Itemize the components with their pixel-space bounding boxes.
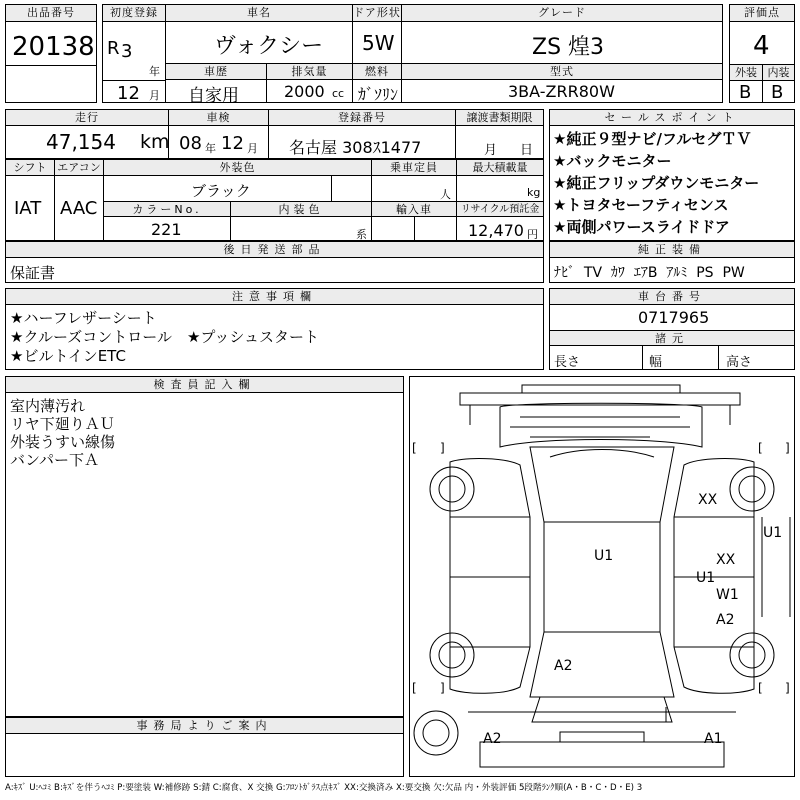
- inspection-month-unit: 月: [247, 142, 258, 155]
- exterior-label: 外装: [730, 65, 762, 81]
- row3: [5, 159, 544, 241]
- reg-month: 12: [117, 83, 140, 104]
- score-value: 4: [753, 31, 770, 61]
- int-color-label: 内装色: [231, 202, 371, 217]
- ext-color-label: 外装色: [104, 160, 371, 176]
- sales-point-item: ★両側パワースライドドア: [553, 218, 730, 236]
- caution-line: ★ビルトインETC: [10, 347, 126, 365]
- inspector-note-line: バンパー下Ａ: [10, 451, 99, 469]
- transfer-day: 日: [520, 143, 534, 158]
- reg-year: 3: [121, 41, 133, 62]
- mark-a2-bottom-left: A2: [483, 731, 502, 747]
- inspection-year-unit: 年: [205, 142, 216, 155]
- sales-point-item: ★トヨタセーフティセンス: [553, 196, 729, 214]
- car-info-cell: [165, 4, 723, 64]
- width-label: 幅: [649, 355, 663, 370]
- inspector-note-line: 外装うすい線傷: [10, 433, 116, 451]
- sales-points-label: セールスポイント: [550, 110, 794, 126]
- grade-label: グレード: [402, 5, 722, 22]
- interior-label: 内装: [762, 65, 794, 81]
- door-value: 5W: [362, 31, 395, 55]
- row2: [5, 109, 544, 159]
- mark-u1-right: U1: [763, 525, 783, 541]
- model-value: 3BA-ZRR80W: [508, 82, 615, 101]
- inspector-label: 検査員記入欄: [6, 377, 403, 393]
- cautions-list: [10, 309, 319, 366]
- equipment-label: 純正装備: [550, 242, 794, 258]
- door-label: ドア形状: [353, 5, 401, 22]
- svg-text:]: ]: [785, 441, 790, 455]
- score-cell: [729, 4, 795, 103]
- era: R: [107, 38, 120, 59]
- reg-no-label: 登録番号: [269, 110, 455, 126]
- car-name-label: 車名: [166, 5, 352, 22]
- ac-value: AAC: [60, 198, 98, 219]
- sales-point-item: ★純正９型ナビ/フルセグＴＶ: [553, 130, 752, 148]
- car-outline-diagram: [410, 377, 794, 776]
- inspection-label: 車検: [169, 110, 268, 126]
- recycle-unit: 円: [527, 228, 538, 241]
- length-label: 長さ: [554, 355, 581, 370]
- inspector-notes: [10, 397, 115, 469]
- fuel-value: ｶﾞｿﾘﾝ: [358, 85, 399, 104]
- displacement-value: 2000: [284, 82, 325, 101]
- shift-value: IAT: [14, 198, 42, 219]
- office-cell: [5, 717, 404, 777]
- later-parts-label: 後日発送部品: [6, 242, 543, 258]
- dimensions-label: 諸元: [550, 330, 794, 346]
- recycle-value: 12,470: [468, 221, 524, 240]
- grade-value: ZS 煌3: [532, 35, 605, 60]
- inspector-note-line: 室内薄汚れ: [10, 397, 86, 415]
- inspector-note-line: リヤ下廻りＡＵ: [10, 415, 115, 433]
- svg-text:]: ]: [440, 681, 445, 695]
- interior-score: B: [771, 82, 784, 103]
- inspection-month: 12: [221, 133, 244, 154]
- car-diagram: [409, 376, 795, 777]
- svg-text:]: ]: [785, 681, 790, 695]
- spec-row: [165, 63, 723, 106]
- int-color-unit: 系: [356, 228, 367, 241]
- later-parts-value: 保証書: [10, 264, 56, 282]
- ac-label: エアコン: [55, 160, 103, 176]
- sales-point-item: ★バックモニター: [553, 152, 672, 170]
- exterior-score: B: [739, 82, 752, 103]
- cautions-label: 注意事項欄: [6, 289, 543, 305]
- color-no-value: 221: [151, 220, 182, 239]
- lot-no-value: 20138: [12, 32, 95, 62]
- displacement-unit: cc: [332, 87, 345, 100]
- svg-text:[: [: [758, 681, 763, 695]
- mark-u1-center: U1: [594, 548, 614, 564]
- transfer-label: 譲渡書類期限: [456, 110, 543, 126]
- color-no-label: カラーNo.: [104, 202, 230, 217]
- fuel-label: 燃料: [353, 64, 401, 80]
- car-name-value: ヴォクシー: [214, 34, 324, 59]
- sales-points-cell: [549, 109, 795, 241]
- recycle-label: リサイクル預託金: [457, 202, 543, 217]
- chassis-cell: [549, 288, 795, 370]
- mileage-value: 47,154: [46, 130, 116, 154]
- capacity-unit: 人: [440, 188, 451, 201]
- mark-a2-center: A2: [554, 658, 573, 674]
- svg-text:[: [: [412, 681, 417, 695]
- ext-color-value: ブラック: [191, 182, 251, 200]
- mileage-label: 走行: [6, 110, 168, 126]
- inspector-cell: [5, 376, 404, 717]
- chassis-value: 0717965: [638, 308, 710, 327]
- mark-w1: W1: [716, 587, 739, 603]
- transfer-month: 月: [484, 143, 498, 158]
- import-label: 輸入車: [372, 202, 456, 217]
- svg-text:]: ]: [440, 441, 445, 455]
- displacement-label: 排気量: [267, 64, 352, 80]
- shift-label: シフト: [6, 160, 54, 176]
- mark-a1-bottom-right: A1: [704, 731, 723, 747]
- mark-xx-top: XX: [698, 492, 718, 508]
- chassis-label: 車台番号: [550, 289, 794, 305]
- model-label: 型式: [402, 64, 722, 80]
- equipment-value: ﾅﾋﾞ TV ｶﾜ ｴｱB ｱﾙﾐ PS PW: [554, 265, 745, 281]
- month-unit: 月: [149, 89, 160, 102]
- caution-line: ★クルーズコントロール ★プッシュスタート: [10, 328, 320, 346]
- score-label: 評価点: [730, 5, 794, 22]
- lot-no-cell: [5, 4, 97, 103]
- capacity-label: 乗車定員: [372, 160, 456, 176]
- mileage-unit: km: [140, 131, 170, 153]
- sales-points-list: [553, 128, 759, 238]
- load-unit: kg: [527, 186, 541, 199]
- history-value: 自家用: [188, 86, 239, 106]
- svg-text:[: [: [758, 441, 763, 455]
- load-label: 最大積載量: [457, 160, 543, 176]
- reg-no-value: 名古屋 308ｽ1477: [289, 138, 422, 157]
- mark-a2-right: A2: [716, 612, 735, 628]
- inspection-year: 08: [179, 133, 202, 154]
- first-reg-label: 初度登録: [103, 5, 165, 22]
- year-unit: 年: [149, 65, 160, 78]
- office-label: 事務局よりご案内: [6, 718, 403, 734]
- later-parts-cell: [5, 241, 544, 283]
- height-label: 高さ: [726, 355, 753, 370]
- caution-line: ★ハーフレザーシート: [10, 309, 157, 327]
- cautions-cell: [5, 288, 544, 370]
- equipment-cell: [549, 241, 795, 283]
- first-reg-cell: [102, 4, 166, 103]
- mark-u1-door: U1: [696, 570, 716, 586]
- sales-point-item: ★純正フリップダウンモニター: [553, 174, 760, 192]
- svg-text:[: [: [412, 441, 417, 455]
- mark-xx-door: XX: [716, 552, 736, 568]
- history-label: 車歴: [166, 64, 266, 80]
- lot-no-label: 出品番号: [6, 5, 96, 22]
- legend-text: A:ｷｽﾞ U:ﾍｺﾐ B:ｷｽﾞを伴うﾍｺﾐ P:要塗装 W:補修跡 S:錆 C:腐食、X 交換 G:ﾌﾛﾝﾄｶﾞﾗｽ点ｷｽﾞ XX:交換済み X:要交換 欠:欠品 内・外装評価 5段階ﾗﾝｸ順(A・B・C・D・E) 3: [5, 783, 643, 793]
